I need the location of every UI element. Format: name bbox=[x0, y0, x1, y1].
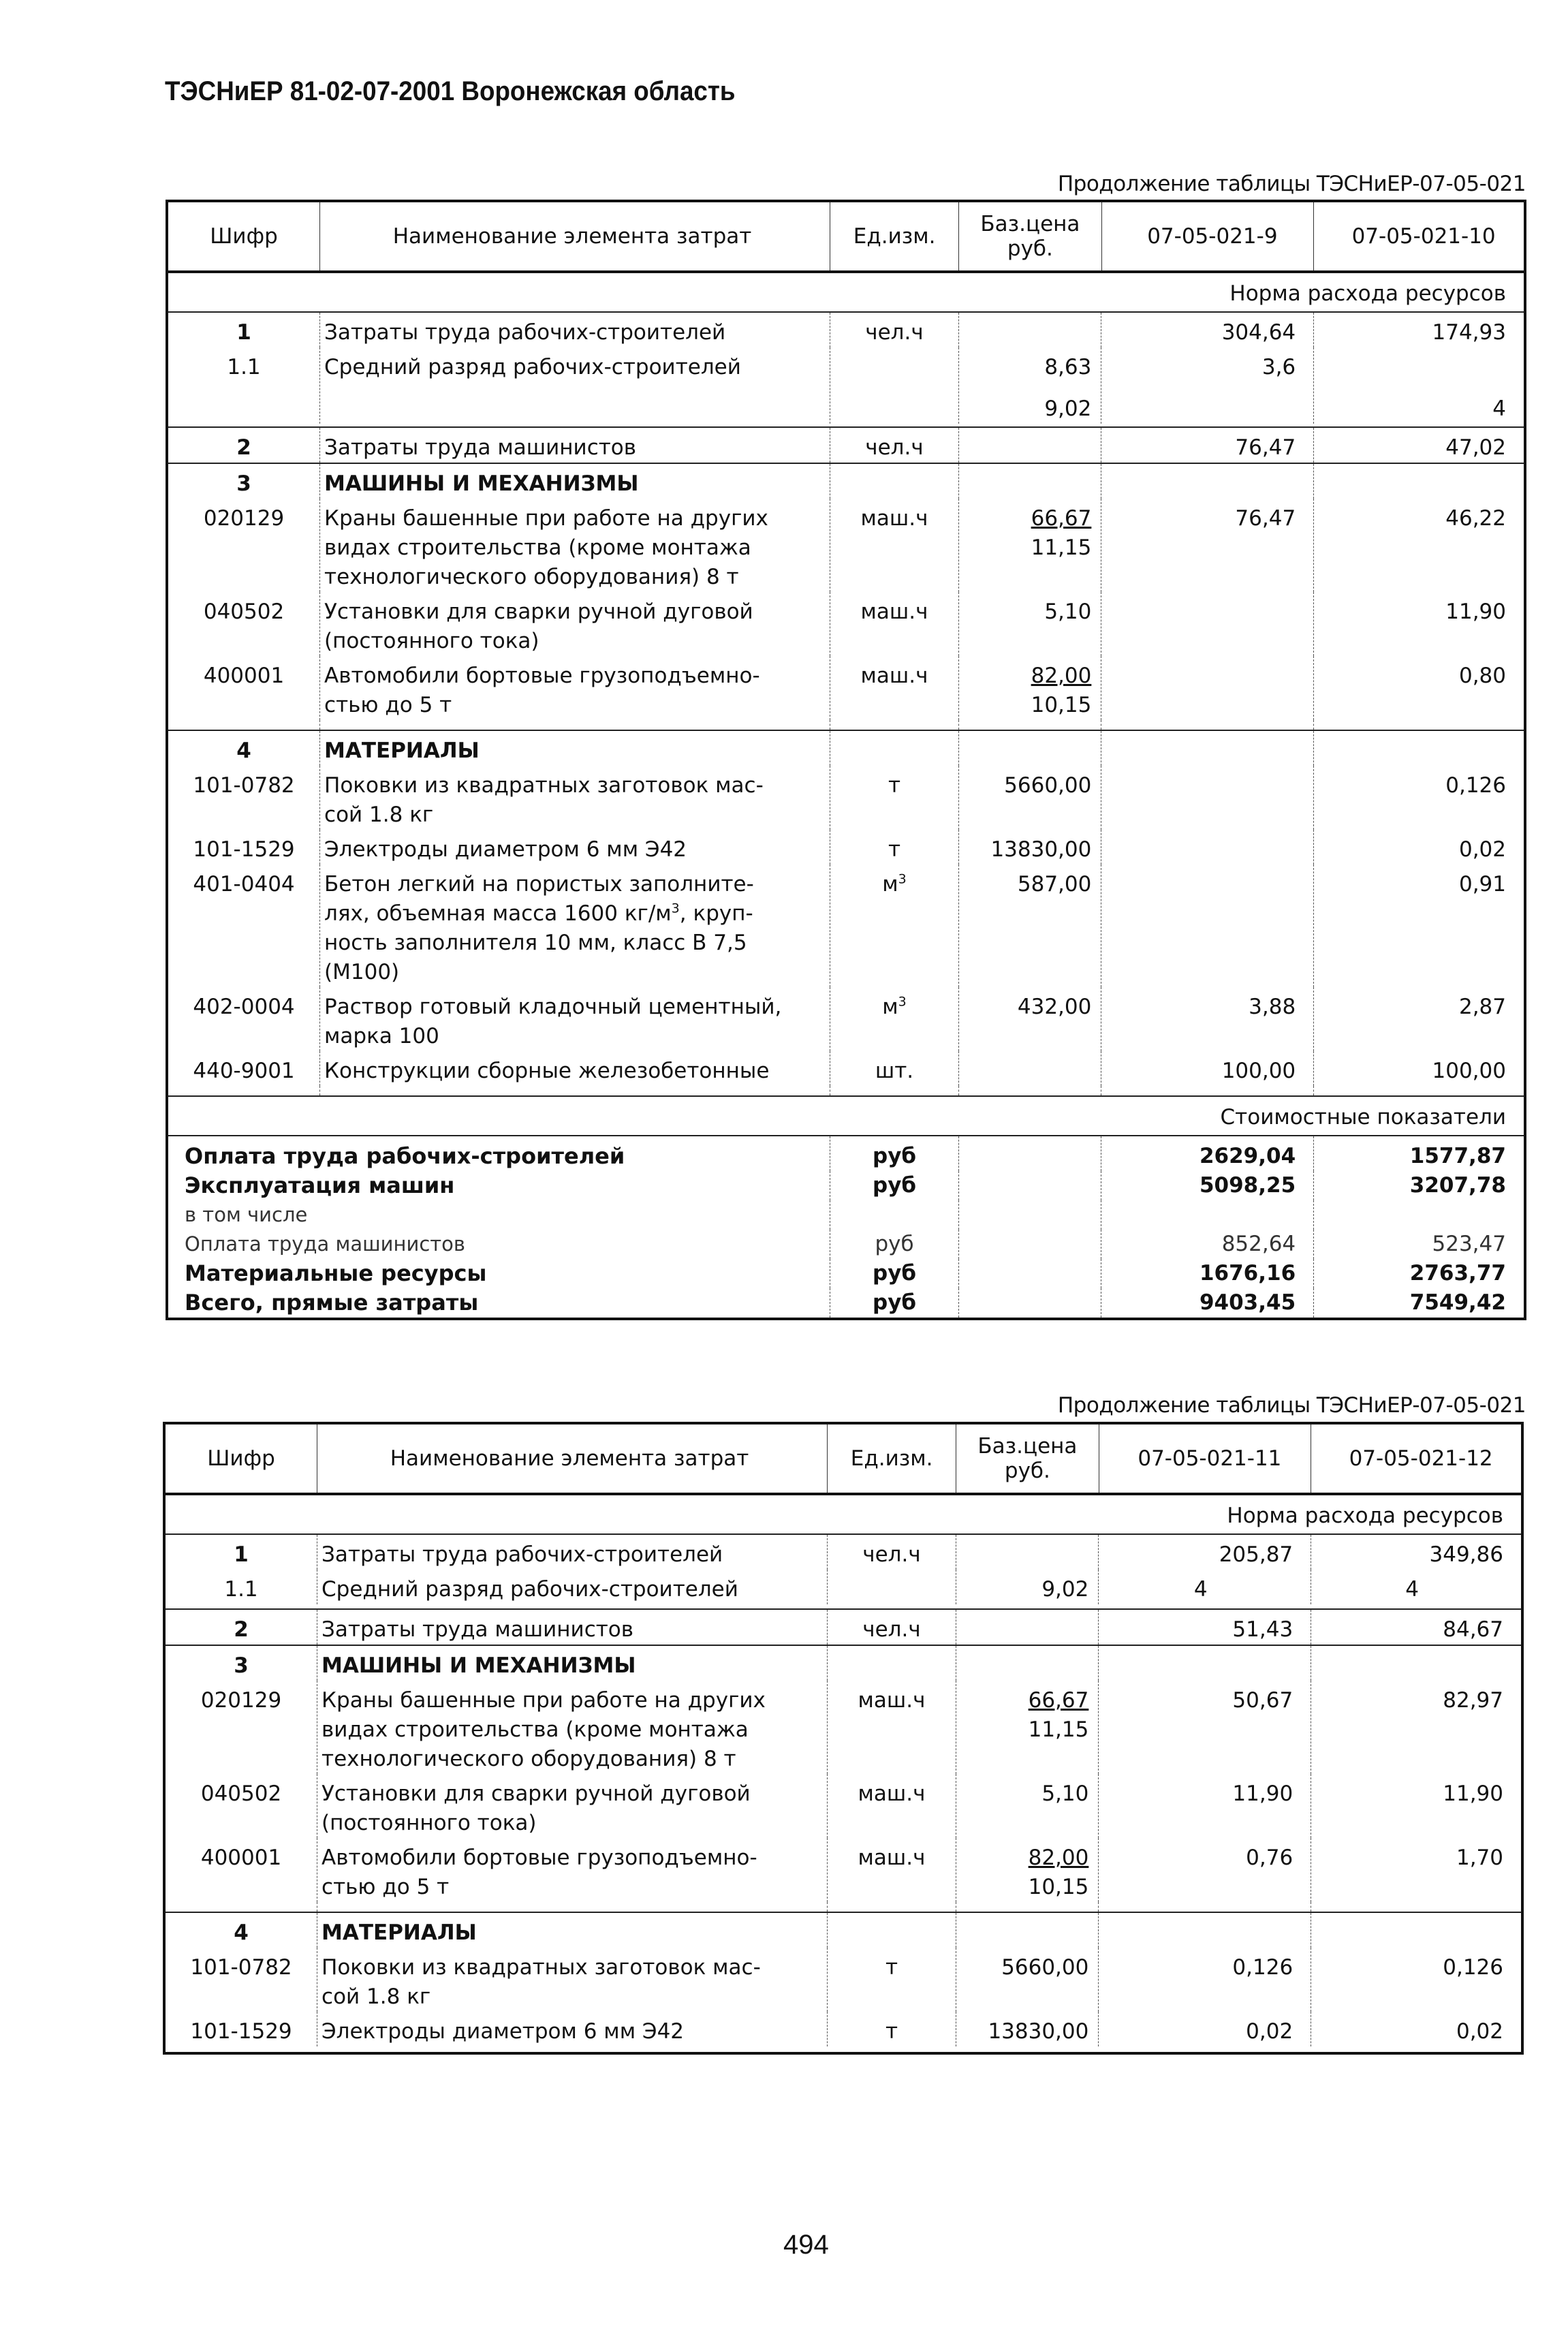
empty-cell bbox=[1101, 731, 1313, 766]
empty-cell bbox=[958, 1288, 1101, 1318]
table-row bbox=[168, 766, 1524, 830]
row-value-col1: 0,02 bbox=[1098, 2012, 1311, 2046]
row-price bbox=[958, 347, 1101, 424]
row-name: Средний разряд рабочих-строителей bbox=[317, 1570, 827, 1604]
row-code: 2 bbox=[234, 1617, 249, 1642]
table-row bbox=[168, 1051, 1524, 1086]
name-line: технологического оборудования) 8 т bbox=[324, 565, 739, 589]
spacer bbox=[168, 720, 1524, 730]
table-row bbox=[168, 347, 1524, 424]
empty-cell bbox=[1313, 731, 1524, 766]
superscript: 3 bbox=[898, 871, 907, 887]
row-value-col1: 76,47 bbox=[1101, 428, 1313, 463]
section-title: МАШИНЫ И МЕХАНИЗМЫ bbox=[317, 1646, 827, 1681]
row-value-col1: 0,76 bbox=[1098, 1838, 1311, 1902]
row-value-col2: 2,87 bbox=[1313, 987, 1524, 1051]
row-unit bbox=[830, 865, 958, 987]
row-value-col1: 3,88 bbox=[1101, 987, 1313, 1051]
empty-cell bbox=[827, 1913, 956, 1948]
row-value-col2: 82,97 bbox=[1311, 1681, 1521, 1774]
row-name: Электроды диаметром 6 мм Э42 bbox=[319, 830, 830, 865]
row-code: 4 bbox=[236, 738, 251, 763]
row-value-col1: 76,47 bbox=[1101, 499, 1313, 592]
row-code: 1.1 bbox=[227, 355, 261, 379]
table-row bbox=[166, 1533, 1521, 1570]
section-row-machines bbox=[168, 463, 1524, 499]
table-row bbox=[168, 592, 1524, 656]
row-name: Средний разряд рабочих-строителей bbox=[319, 347, 830, 424]
row-unit: чел.ч bbox=[827, 1610, 956, 1645]
price-value-2: 11,15 bbox=[1031, 535, 1092, 560]
row-price bbox=[956, 1838, 1098, 1902]
cost-name: Всего, прямые затраты bbox=[185, 1290, 479, 1315]
row-name bbox=[317, 1774, 827, 1838]
cost-row bbox=[168, 1259, 1524, 1288]
table-row bbox=[168, 656, 1524, 720]
row-value-col1 bbox=[1101, 830, 1313, 865]
norm-band-row bbox=[168, 270, 1524, 311]
row-code: 101-0782 bbox=[190, 1955, 292, 1980]
table-row bbox=[168, 499, 1524, 592]
row-value-col2: 11,90 bbox=[1311, 1774, 1521, 1838]
superscript: 3 bbox=[671, 901, 680, 916]
header-price bbox=[956, 1424, 1098, 1493]
header-col1: 07-05-021-9 bbox=[1101, 202, 1314, 270]
name-line: Автомобили бортовые грузоподъемно- bbox=[324, 664, 760, 688]
row-code: 040502 bbox=[200, 1781, 282, 1806]
header-unit: Ед.изм. bbox=[830, 202, 958, 270]
table-header bbox=[168, 202, 1524, 270]
row-value-col1 bbox=[1101, 656, 1313, 720]
cost-name: Оплата труда рабочих-строителей bbox=[185, 1143, 625, 1169]
price-value: 66,67 bbox=[1031, 506, 1092, 531]
row-price: 432,00 bbox=[958, 987, 1101, 1051]
row-price: 13830,00 bbox=[958, 830, 1101, 865]
row-unit: маш.ч bbox=[827, 1774, 956, 1838]
empty-cell bbox=[956, 1646, 1098, 1681]
row-unit: шт. bbox=[830, 1051, 958, 1086]
cost-value-col2: 2763,77 bbox=[1313, 1259, 1524, 1288]
cost-name: Оплата труда машинистов bbox=[185, 1232, 465, 1256]
table-row bbox=[168, 865, 1524, 987]
name-line: стью до 5 т bbox=[322, 1875, 450, 1899]
cost-value-col1: 9403,45 bbox=[1101, 1288, 1313, 1318]
unit-text: м bbox=[882, 872, 898, 897]
row-unit: чел.ч bbox=[827, 1535, 956, 1570]
row-code: 3 bbox=[234, 1653, 249, 1678]
cost-name: Материальные ресурсы bbox=[185, 1260, 487, 1286]
name-line: (постоянного тока) bbox=[322, 1811, 537, 1835]
row-unit bbox=[830, 987, 958, 1051]
table-header bbox=[166, 1424, 1521, 1493]
row-name bbox=[319, 656, 830, 720]
empty-cell bbox=[958, 1200, 1101, 1230]
row-price bbox=[956, 1610, 1098, 1645]
table-row bbox=[168, 987, 1524, 1051]
name-line: ность заполнителя 10 мм, класс В 7,5 bbox=[324, 931, 747, 955]
name-line: стью до 5 т bbox=[324, 693, 452, 717]
empty-cell bbox=[958, 731, 1101, 766]
cost-name: в том числе bbox=[185, 1203, 308, 1226]
row-name bbox=[317, 1838, 827, 1902]
row-value-col2: 174,93 bbox=[1313, 313, 1524, 347]
row-value-col1 bbox=[1101, 592, 1313, 656]
row-name bbox=[319, 592, 830, 656]
name-line: сой 1.8 кг bbox=[322, 1984, 431, 2009]
row-value-col2: 4 bbox=[1311, 1570, 1521, 1604]
price-value: 8,63 bbox=[1044, 355, 1092, 379]
section-row-machines bbox=[166, 1645, 1521, 1681]
row-code: 020129 bbox=[200, 1688, 282, 1713]
cost-value-col1: 2629,04 bbox=[1101, 1136, 1313, 1171]
cost-value-col1: 1676,16 bbox=[1101, 1259, 1313, 1288]
row-code: 040502 bbox=[203, 599, 285, 624]
row-value-col2: 0,02 bbox=[1311, 2012, 1521, 2046]
row-name bbox=[317, 1948, 827, 2012]
document-title: ТЭСНиЕР 81-02-07-2001 Воронежская область bbox=[165, 76, 736, 106]
empty-cell bbox=[1098, 1913, 1311, 1948]
row-code: 440-9001 bbox=[193, 1059, 295, 1083]
name-line: технологического оборудования) 8 т bbox=[322, 1747, 736, 1771]
empty-cell bbox=[958, 464, 1101, 499]
cost-value-col2: 3207,78 bbox=[1313, 1171, 1524, 1200]
price-value-2: 10,15 bbox=[1028, 1875, 1089, 1899]
price-value-2: 9,02 bbox=[1044, 396, 1092, 421]
cost-row bbox=[168, 1230, 1524, 1259]
table-row bbox=[166, 1570, 1521, 1608]
table-caption: Продолжение таблицы ТЭСНиЕР-07-05-021 bbox=[1057, 1393, 1526, 1418]
row-value-col1 bbox=[1101, 766, 1313, 830]
row-value-col1: 4 bbox=[1098, 1570, 1311, 1604]
row-value-col1: 50,67 bbox=[1098, 1681, 1311, 1774]
row-unit: маш.ч bbox=[827, 1681, 956, 1774]
row-price bbox=[958, 499, 1101, 592]
row-value-col2: 0,126 bbox=[1313, 766, 1524, 830]
row-code: 400001 bbox=[200, 1846, 282, 1870]
row-code: 1.1 bbox=[224, 1577, 258, 1602]
row-name: Затраты труда рабочих-строителей bbox=[317, 1535, 827, 1570]
row-code: 401-0404 bbox=[193, 872, 295, 897]
norm-band-label: Норма расхода ресурсов bbox=[1227, 1504, 1503, 1528]
header-col2: 07-05-021-12 bbox=[1311, 1424, 1521, 1493]
row-value-col1: 3,6 bbox=[1101, 347, 1313, 424]
cost-row bbox=[168, 1200, 1524, 1230]
row-price: 587,00 bbox=[958, 865, 1101, 987]
header-code: Шифр bbox=[207, 1446, 275, 1471]
row-name bbox=[317, 1681, 827, 1774]
row-value-col1: 100,00 bbox=[1101, 1051, 1313, 1086]
row-code: 2 bbox=[236, 435, 251, 460]
row-code: 1 bbox=[236, 320, 251, 345]
row-value-col2: 11,90 bbox=[1313, 592, 1524, 656]
spacer bbox=[166, 1902, 1521, 1912]
page-number: 494 bbox=[783, 2230, 829, 2260]
row-value-col2: 4 bbox=[1313, 347, 1524, 424]
header-name: Наименование элемента затрат bbox=[319, 202, 830, 270]
empty-cell bbox=[830, 464, 958, 499]
row-name: Затраты труда рабочих-строителей bbox=[319, 313, 830, 347]
empty-cell bbox=[958, 1136, 1101, 1171]
name-line: Раствор готовый кладочный цементный, bbox=[324, 995, 782, 1019]
row-name: Затраты труда машинистов bbox=[317, 1610, 827, 1645]
empty-cell bbox=[1101, 1200, 1313, 1230]
row-name bbox=[319, 766, 830, 830]
row-unit bbox=[830, 347, 958, 424]
header-price-line2: руб. bbox=[1004, 1459, 1050, 1483]
name-fragment: , круп- bbox=[679, 901, 753, 926]
name-line: видах строительства (кроме монтажа bbox=[322, 1717, 749, 1742]
cost-unit: руб bbox=[830, 1171, 958, 1200]
row-value-col1: 0,126 bbox=[1098, 1948, 1311, 2012]
row-code: 101-0782 bbox=[193, 773, 295, 798]
table-caption: Продолжение таблицы ТЭСНиЕР-07-05-021 bbox=[1057, 172, 1526, 196]
row-value-col1 bbox=[1101, 865, 1313, 987]
name-line: видах строительства (кроме монтажа bbox=[324, 535, 751, 560]
superscript: 3 bbox=[898, 994, 907, 1010]
row-unit: чел.ч bbox=[830, 428, 958, 463]
row-code: 402-0004 bbox=[193, 995, 295, 1019]
header-name: Наименование элемента затрат bbox=[317, 1424, 827, 1493]
row-price bbox=[958, 656, 1101, 720]
row-value-col2: 1,70 bbox=[1311, 1838, 1521, 1902]
header-price-line2: руб. bbox=[1007, 236, 1053, 261]
row-price bbox=[958, 1051, 1101, 1086]
cost-unit: руб bbox=[830, 1259, 958, 1288]
row-value-col1: 11,90 bbox=[1098, 1774, 1311, 1838]
empty-cell bbox=[958, 1171, 1101, 1200]
header-price-line1: Баз.цена bbox=[977, 1434, 1078, 1459]
cost-row bbox=[168, 1135, 1524, 1171]
price-value: 66,67 bbox=[1028, 1688, 1089, 1713]
row-price: 9,02 bbox=[956, 1570, 1098, 1604]
table-row bbox=[166, 1681, 1521, 1774]
row-name bbox=[319, 987, 830, 1051]
table-row bbox=[168, 311, 1524, 347]
header-code: Шифр bbox=[210, 223, 278, 249]
row-value-col2: 84,67 bbox=[1311, 1610, 1521, 1645]
section-title: МАТЕРИАЛЫ bbox=[317, 1913, 827, 1948]
empty-cell bbox=[827, 1646, 956, 1681]
row-price: 5660,00 bbox=[958, 766, 1101, 830]
cost-band-label: Стоимостные показатели bbox=[1220, 1105, 1506, 1130]
row-name: Конструкции сборные железобетонные bbox=[319, 1051, 830, 1086]
cost-unit: руб bbox=[830, 1230, 958, 1259]
resource-table-1 bbox=[166, 200, 1526, 1320]
row-value-col1: 304,64 bbox=[1101, 313, 1313, 347]
section-row-materials bbox=[168, 730, 1524, 766]
cost-unit: руб bbox=[830, 1136, 958, 1171]
row-code: 4 bbox=[234, 1920, 249, 1945]
name-line: марка 100 bbox=[324, 1024, 439, 1048]
row-price: 13830,00 bbox=[956, 2012, 1098, 2046]
empty-cell bbox=[956, 1913, 1098, 1948]
row-code: 3 bbox=[236, 471, 251, 496]
row-name bbox=[319, 499, 830, 592]
cost-row bbox=[168, 1171, 1524, 1200]
name-line: Бетон легкий на пористых заполните- bbox=[324, 872, 754, 897]
cost-name: Эксплуатация машин bbox=[185, 1172, 455, 1198]
name-line: Автомобили бортовые грузоподъемно- bbox=[322, 1846, 757, 1870]
price-value-2: 11,15 bbox=[1028, 1717, 1089, 1742]
empty-cell bbox=[1311, 1646, 1521, 1681]
section-title: МАШИНЫ И МЕХАНИЗМЫ bbox=[319, 464, 830, 499]
row-value-col2: 46,22 bbox=[1313, 499, 1524, 592]
row-value-col2: 47,02 bbox=[1313, 428, 1524, 463]
name-line: (М100) bbox=[324, 960, 400, 984]
cost-value-col2: 1577,87 bbox=[1313, 1136, 1524, 1171]
row-name: Электроды диаметром 6 мм Э42 bbox=[317, 2012, 827, 2046]
name-line: Установки для сварки ручной дуговой bbox=[322, 1781, 751, 1806]
row-price bbox=[958, 313, 1101, 347]
row-price bbox=[958, 428, 1101, 463]
name-line: Краны башенные при работе на других bbox=[322, 1688, 766, 1713]
row-unit: т bbox=[827, 2012, 956, 2046]
row-unit: чел.ч bbox=[830, 313, 958, 347]
table-row bbox=[168, 830, 1524, 865]
row-code: 020129 bbox=[203, 506, 285, 531]
header-price-line1: Баз.цена bbox=[980, 212, 1080, 236]
name-line: (постоянного тока) bbox=[324, 629, 539, 653]
cost-value-col2: 523,47 bbox=[1313, 1230, 1524, 1259]
row-name bbox=[319, 865, 830, 987]
empty-cell bbox=[1098, 1646, 1311, 1681]
cost-value-col1: 852,64 bbox=[1101, 1230, 1313, 1259]
header-unit: Ед.изм. bbox=[827, 1424, 956, 1493]
row-code: 1 bbox=[234, 1542, 249, 1567]
row-unit: т bbox=[827, 1948, 956, 2012]
row-unit: маш.ч bbox=[827, 1838, 956, 1902]
name-line: Поковки из квадратных заготовок мас- bbox=[322, 1955, 761, 1980]
empty-cell bbox=[1313, 1200, 1524, 1230]
row-code: 400001 bbox=[203, 664, 285, 688]
table-row bbox=[168, 426, 1524, 463]
row-price: 5660,00 bbox=[956, 1948, 1098, 2012]
table-row bbox=[166, 1948, 1521, 2012]
cost-row bbox=[168, 1288, 1524, 1318]
section-row-materials bbox=[166, 1912, 1521, 1948]
cost-value-col2: 7549,42 bbox=[1313, 1288, 1524, 1318]
cost-unit: руб bbox=[830, 1288, 958, 1318]
cost-band-row bbox=[168, 1095, 1524, 1135]
row-price bbox=[956, 1535, 1098, 1570]
table-row bbox=[166, 1838, 1521, 1902]
empty-cell bbox=[958, 1259, 1101, 1288]
row-value-col2: 0,91 bbox=[1313, 865, 1524, 987]
row-unit: т bbox=[830, 766, 958, 830]
unit-text: м bbox=[882, 995, 898, 1019]
table-row bbox=[166, 2012, 1521, 2052]
name-line: сой 1.8 кг bbox=[324, 803, 434, 827]
row-unit: маш.ч bbox=[830, 656, 958, 720]
empty-cell bbox=[1101, 464, 1313, 499]
section-title: МАТЕРИАЛЫ bbox=[319, 731, 830, 766]
row-value-col2: 0,126 bbox=[1311, 1948, 1521, 2012]
row-name: Затраты труда машинистов bbox=[319, 428, 830, 463]
row-value-col1: 205,87 bbox=[1098, 1535, 1311, 1570]
header-col1: 07-05-021-11 bbox=[1099, 1424, 1311, 1493]
price-value: 82,00 bbox=[1031, 664, 1092, 688]
empty-cell bbox=[830, 731, 958, 766]
norm-band-row bbox=[166, 1493, 1521, 1533]
row-code: 101-1529 bbox=[193, 837, 295, 862]
name-line bbox=[324, 899, 820, 929]
header-col2: 07-05-021-10 bbox=[1313, 202, 1524, 270]
price-value-2: 10,15 bbox=[1031, 693, 1092, 717]
empty-cell bbox=[830, 1200, 958, 1230]
row-code: 101-1529 bbox=[190, 2019, 292, 2044]
table-row bbox=[166, 1608, 1521, 1645]
name-line: Установки для сварки ручной дуговой bbox=[324, 599, 753, 624]
norm-band-label: Норма расхода ресурсов bbox=[1229, 281, 1506, 306]
row-unit bbox=[827, 1570, 956, 1604]
row-value-col2: 0,02 bbox=[1313, 830, 1524, 865]
empty-cell bbox=[1311, 1913, 1521, 1948]
price-value: 82,00 bbox=[1028, 1846, 1089, 1870]
header-price bbox=[958, 202, 1101, 270]
name-line: Поковки из квадратных заготовок мас- bbox=[324, 773, 764, 798]
name-fragment: лях, объемная масса 1600 кг/м bbox=[324, 901, 672, 926]
row-value-col2: 0,80 bbox=[1313, 656, 1524, 720]
row-price bbox=[956, 1681, 1098, 1774]
empty-cell bbox=[1313, 464, 1524, 499]
row-value-col1: 51,43 bbox=[1098, 1610, 1311, 1645]
row-unit: маш.ч bbox=[830, 592, 958, 656]
resource-table-2 bbox=[163, 1422, 1524, 2055]
cost-value-col1: 5098,25 bbox=[1101, 1171, 1313, 1200]
row-price: 5,10 bbox=[956, 1774, 1098, 1838]
table-row bbox=[166, 1774, 1521, 1838]
spacer bbox=[168, 1086, 1524, 1095]
row-price: 5,10 bbox=[958, 592, 1101, 656]
row-value-col2: 349,86 bbox=[1311, 1535, 1521, 1570]
row-value-col2: 100,00 bbox=[1313, 1051, 1524, 1086]
name-line: Краны башенные при работе на других bbox=[324, 506, 768, 531]
row-unit: маш.ч bbox=[830, 499, 958, 592]
empty-cell bbox=[958, 1230, 1101, 1259]
row-unit: т bbox=[830, 830, 958, 865]
